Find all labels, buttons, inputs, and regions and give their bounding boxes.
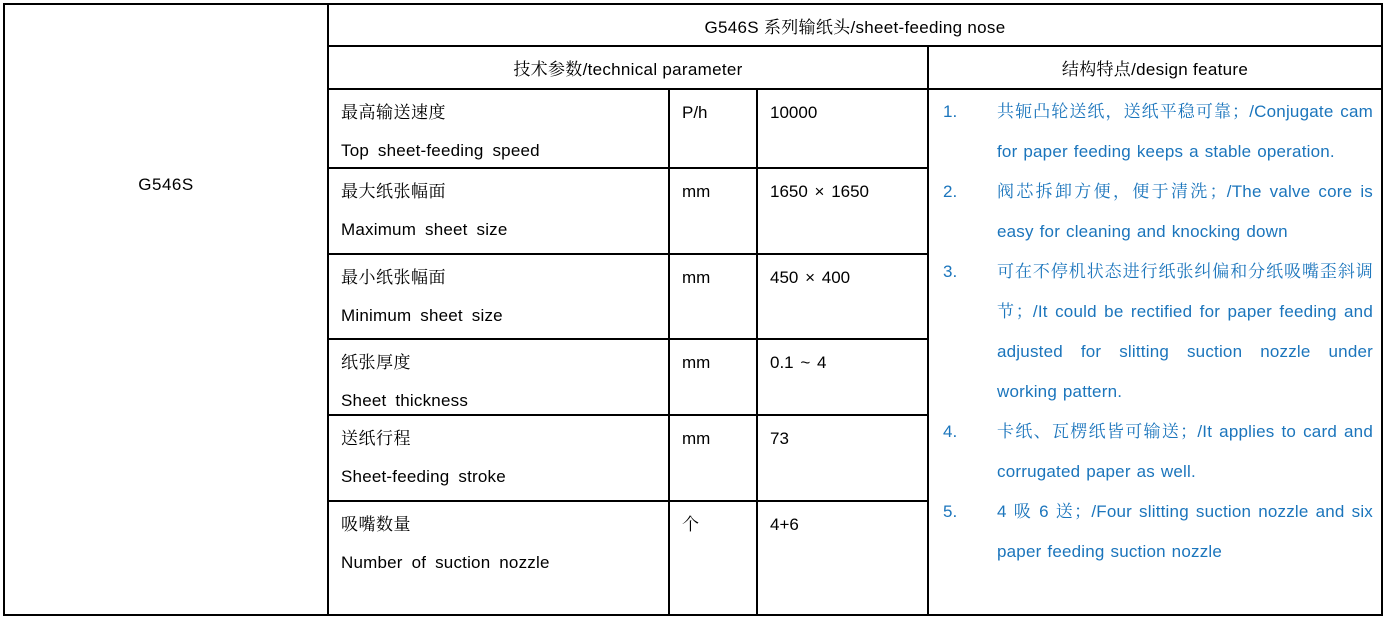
param-name-en: Sheet-feeding stroke: [341, 467, 506, 486]
param-name-cn: 最高输送速度: [341, 103, 446, 122]
features-list: [929, 90, 1381, 614]
param-name-en: Number of suction nozzle: [341, 553, 550, 572]
feature-text: 4 吸 6 送；/Four slitting suction nozzle and six paper feeding suction nozzle: [997, 502, 1373, 561]
param-name-cn: 纸张厚度: [341, 353, 411, 372]
feature-item: [929, 92, 1373, 172]
param-name-en: Sheet thickness: [341, 391, 469, 410]
design-feature-header: 结构特点/design feature: [1061, 60, 1249, 79]
series-cell: [5, 5, 329, 614]
param-name-en: Top sheet-feeding speed: [341, 141, 540, 160]
param-value-cell: 10000: [758, 90, 927, 169]
feature-number: 3.: [943, 262, 958, 281]
feature-item: [929, 172, 1373, 252]
param-name-cell: [329, 90, 670, 169]
series-label: G546S: [138, 175, 194, 194]
param-name-cell: [329, 169, 670, 255]
feature-item: [929, 412, 1373, 492]
param-unit-cell: P/h: [670, 90, 758, 169]
spec-table-main: [329, 5, 1381, 614]
param-name-cell: [329, 416, 670, 502]
param-value-cell: 4+6: [770, 515, 799, 534]
table-title: G546S 系列输纸头/sheet-feeding nose: [329, 5, 1381, 47]
param-name-cn: 最大纸张幅面: [341, 182, 446, 201]
feature-item: [929, 252, 1373, 412]
param-name-cell: [329, 340, 670, 416]
param-unit-cell: 个: [670, 502, 758, 614]
feature-number: 2.: [943, 182, 958, 201]
param-value-cell: 73: [758, 416, 927, 502]
feature-text: 阀芯拆卸方便，便于清洗；/The valve core is easy for cleaning and knocking down: [997, 182, 1373, 241]
param-name-cell: [329, 502, 670, 614]
feature-number: 1.: [943, 102, 958, 121]
param-name-en: Minimum sheet size: [341, 306, 503, 325]
parameters-grid: [329, 90, 929, 614]
param-name-cn: 最小纸张幅面: [341, 268, 446, 287]
param-unit-cell: mm: [670, 340, 758, 416]
feature-number: 4.: [943, 422, 958, 441]
technical-parameter-header: 技术参数/technical parameter: [329, 47, 929, 88]
spec-table: [3, 3, 1383, 616]
feature-item: [929, 492, 1373, 572]
param-name-cell: [329, 255, 670, 340]
feature-text: 共轭凸轮送纸，送纸平稳可靠；/Conjugate cam for paper feeding keeps a stable operation.: [997, 102, 1373, 161]
feature-number: 5.: [943, 502, 958, 521]
feature-text: 可在不停机状态进行纸张纠偏和分纸吸嘴歪斜调节；/It could be rectified for paper feeding and adjusted for slitting suction nozzle under working pattern.: [997, 262, 1373, 401]
param-name-cn: 吸嘴数量: [341, 515, 411, 534]
param-unit-cell: mm: [670, 255, 758, 340]
param-value-cell: 0.1 ~ 4: [758, 340, 927, 416]
table-body: [329, 90, 1381, 614]
param-unit-cell: mm: [670, 169, 758, 255]
param-unit-cell: mm: [670, 416, 758, 502]
param-name-en: Maximum sheet size: [341, 220, 508, 239]
feature-text: 卡纸、瓦楞纸皆可输送；/It applies to card and corrugated paper as well.: [997, 422, 1373, 481]
param-name-cn: 送纸行程: [341, 429, 411, 448]
param-value-cell: 450 × 400: [758, 255, 927, 340]
param-value-cell: 1650 × 1650: [758, 169, 927, 255]
table-header-row: [329, 47, 1381, 90]
